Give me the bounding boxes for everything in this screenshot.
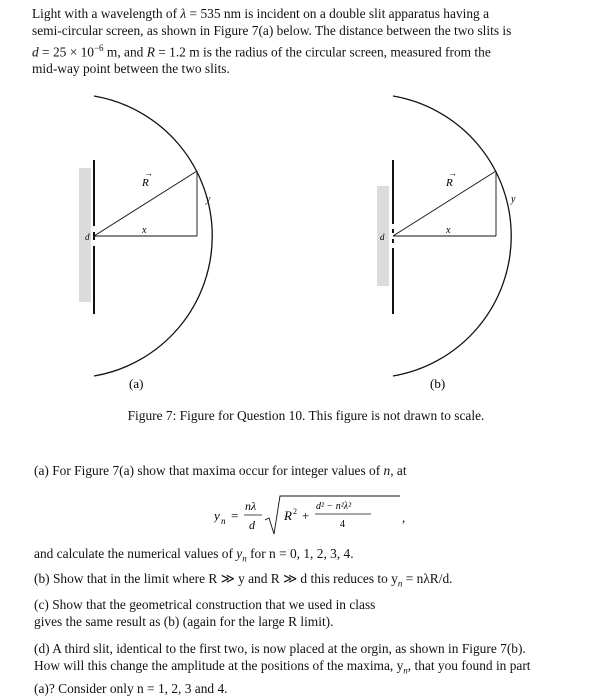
question-a-intro: (a) For Figure 7(a) show that maxima occur for integer values of n, at	[34, 463, 407, 478]
R-label-b: R	[446, 177, 453, 189]
y-label-b: y	[511, 194, 516, 205]
panel-label-a: (a)	[129, 376, 144, 391]
eq-R-exp: 2	[293, 507, 297, 516]
eq-equals: =	[231, 508, 239, 523]
question-c: (c) Show that the geometrical construction that we used in class gives the same result as (b) (again for the large R limit).	[34, 597, 376, 629]
intro-line-3: $d = 25 \times 10^{-6}$ m, and R = 1.2 m is the radius of the circular screen, measured from the	[32, 42, 491, 60]
d-label-a: d	[85, 232, 90, 242]
x-label-b: x	[446, 225, 451, 236]
panel-label-b: (b)	[430, 376, 446, 391]
eq-y: y	[214, 508, 220, 523]
figure-7	[0, 84, 612, 404]
R-vector-arrow-b: →	[448, 168, 457, 178]
intro-line-4: mid-way point between the two slits.	[32, 60, 230, 76]
intro-paragraph	[32, 6, 602, 78]
eq-num: nλ	[245, 499, 257, 513]
eq-plus: +	[302, 508, 310, 523]
R-vector-arrow-a: →	[144, 168, 153, 178]
question-a-calc: and calculate the numerical values of $y_n$ for n = 0, 1, 2, 3, 4.	[34, 546, 354, 564]
intro-line-2: semi-circular screen, as shown in Figure 7(a) below. The distance between the two slits is	[32, 22, 512, 38]
figure-panel-a	[80, 96, 212, 391]
eq-R: R	[284, 508, 292, 523]
figure-panel-b	[378, 96, 516, 391]
eq-inner-den: 4	[340, 519, 345, 530]
figure-caption: Figure 7: Figure for Question 10. This figure is not drawn to scale.	[127, 408, 485, 423]
question-d: (d) A third slit, identical to the first two, is now placed at the orgin, as shown in Figure 7(b). How will this change the amplitude at the positions of the maxima, $y_n$, that you found in part (a)? Consider only n = 1, 2, 3 and 4.	[34, 641, 531, 696]
y-label-a: y	[206, 194, 211, 205]
R-label-a: R	[142, 177, 149, 189]
d-label-b: d	[380, 232, 385, 242]
radius-line-b	[393, 171, 496, 236]
question-b: (b) Show that in the limit where R ≫ y and R ≫ d this reduces to $y_n = n\lambda R/d$.	[34, 571, 453, 589]
eq-inner-num: d² − n²λ²	[316, 501, 352, 512]
eq-y-sub: n	[221, 516, 226, 526]
intro-line-1: Light with a wavelength of λ = 535 nm is incident on a double slit apparatus having a	[32, 6, 490, 21]
eq-den: d	[249, 518, 255, 532]
equation-yn	[214, 492, 414, 538]
eq-comma: ,	[402, 510, 406, 525]
x-label-a: x	[142, 225, 147, 236]
